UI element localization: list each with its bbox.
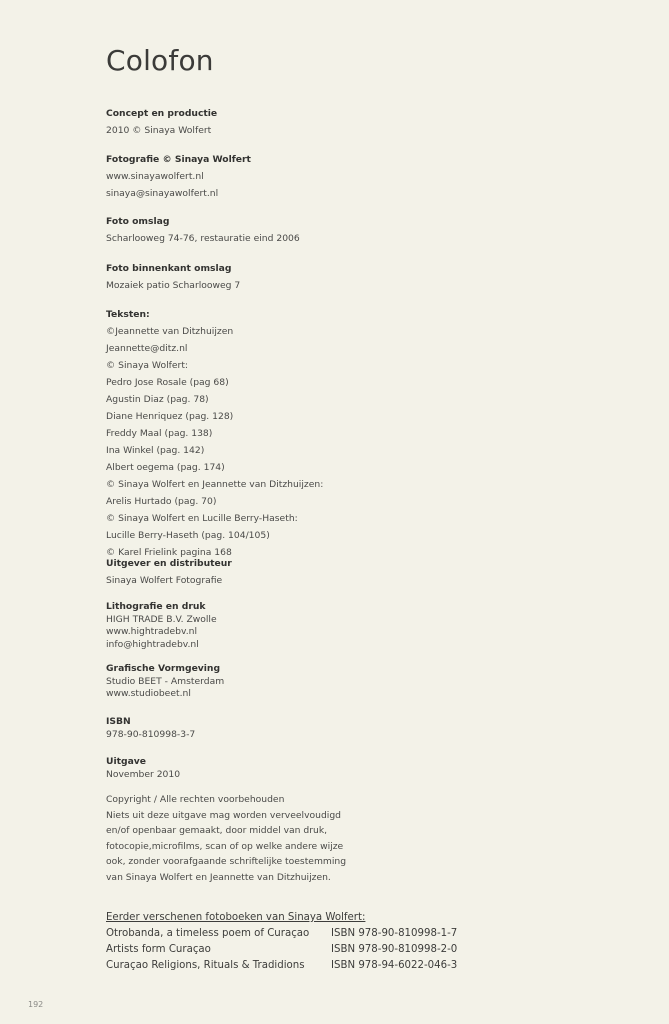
section-line: HIGH TRADE B.V. Zwolle [106,613,217,625]
section-line: Albert oegema (pag. 174) [106,462,225,473]
website-link[interactable]: www.sinayawolfert.nl [106,171,204,182]
copyright-line: ook, zonder voorafgaande schriftelijke toestemming [106,856,347,867]
book-isbn: ISBN 978-90-810998-1-7 [331,928,458,939]
section-line: Lucille Berry-Haseth (pag. 104/105) [106,530,270,541]
section-line: Ina Winkel (pag. 142) [106,445,205,456]
copyright-line: Niets uit deze uitgave mag worden verveelvoudigd [106,809,342,821]
section-line: Diane Henriquez (pag. 128) [106,411,234,422]
section-teksten [106,306,323,561]
section-heading: Foto omslag [106,216,170,227]
section-heading: Teksten: [106,309,150,320]
section-line: Arelis Hurtado (pag. 70) [106,496,217,507]
email-link[interactable]: sinaya@sinayawolfert.nl [106,188,219,199]
section-foto-omslag [106,213,300,247]
section-heading: Uitgave [106,756,146,767]
section-fotografie [106,151,251,202]
copyright-line: van Sinaya Wolfert en Jeannette van Ditzhuijzen. [106,871,331,883]
section-lithografie [106,601,217,651]
section-line: ©Jeannette van Ditzhuijzen [106,326,234,337]
section-line: 2010 © Sinaya Wolfert [106,125,212,136]
section-line: Studio BEET - Amsterdam [106,675,225,687]
section-heading: ISBN [106,716,131,727]
copyright-line: en/of openbaar gemaakt, door middel van druk, [106,825,328,836]
section-line: Agustin Diaz (pag. 78) [106,394,209,405]
email-link[interactable]: Jeannette@ditz.nl [106,343,188,354]
section-line: © Karel Frielink pagina 168 [106,547,232,558]
book-row [106,942,457,958]
section-line: November 2010 [106,768,181,780]
section-concept [106,105,217,139]
section-line: Pedro Jose Rosale (pag 68) [106,377,229,388]
section-line: Sinaya Wolfert Fotografie [106,575,223,586]
section-heading: Lithografie en druk [106,601,206,612]
section-heading: Fotografie © Sinaya Wolfert [106,154,251,165]
page-number: 192 [28,1000,44,1009]
section-isbn [106,716,195,741]
book-row [106,958,457,974]
section-copyright [106,792,346,885]
website-link[interactable]: www.hightradebv.nl [106,626,197,637]
section-heading: Foto binnenkant omslag [106,263,232,274]
copyright-line: Copyright / Alle rechten voorbehouden [106,794,285,805]
book-isbn: ISBN 978-94-6022-046-3 [331,960,458,971]
book-title: Curaçao Religions, Rituals & Tradidions [106,960,305,971]
book-isbn: ISBN 978-90-810998-2-0 [331,944,458,955]
section-line: © Sinaya Wolfert: [106,360,189,371]
section-line: 978-90-810998-3-7 [106,728,196,740]
website-link[interactable]: www.studiobeet.nl [106,688,191,699]
previous-books [106,910,457,974]
book-row [106,926,457,942]
section-line: © Sinaya Wolfert en Jeannette van Ditzhuijzen: [106,479,324,490]
section-heading: Grafische Vormgeving [106,663,221,674]
section-line: © Sinaya Wolfert en Lucille Berry-Haseth: [106,513,298,524]
section-grafische-vormgeving [106,663,224,701]
copyright-line: fotocopie,microfilms, scan of op welke andere wijze [106,840,344,852]
section-line: Mozaiek patio Scharlooweg 7 [106,280,241,291]
email-link[interactable]: info@hightradebv.nl [106,638,199,650]
previous-books-heading: Eerder verschenen fotoboeken van Sinaya Wolfert: [106,912,366,923]
section-uitgever [106,555,232,589]
page-title: Colofon [106,44,214,77]
section-line: Scharlooweg 74-76, restauratie eind 2006 [106,233,300,244]
book-title: Otrobanda, a timeless poem of Curaçao [106,928,310,939]
section-heading: Concept en productie [106,108,218,119]
section-line: Freddy Maal (pag. 138) [106,428,213,439]
section-heading: Uitgever en distributeur [106,558,232,569]
section-foto-binnenkant [106,260,240,294]
book-title: Artists form Curaçao [106,944,211,955]
section-uitgave [106,756,180,781]
